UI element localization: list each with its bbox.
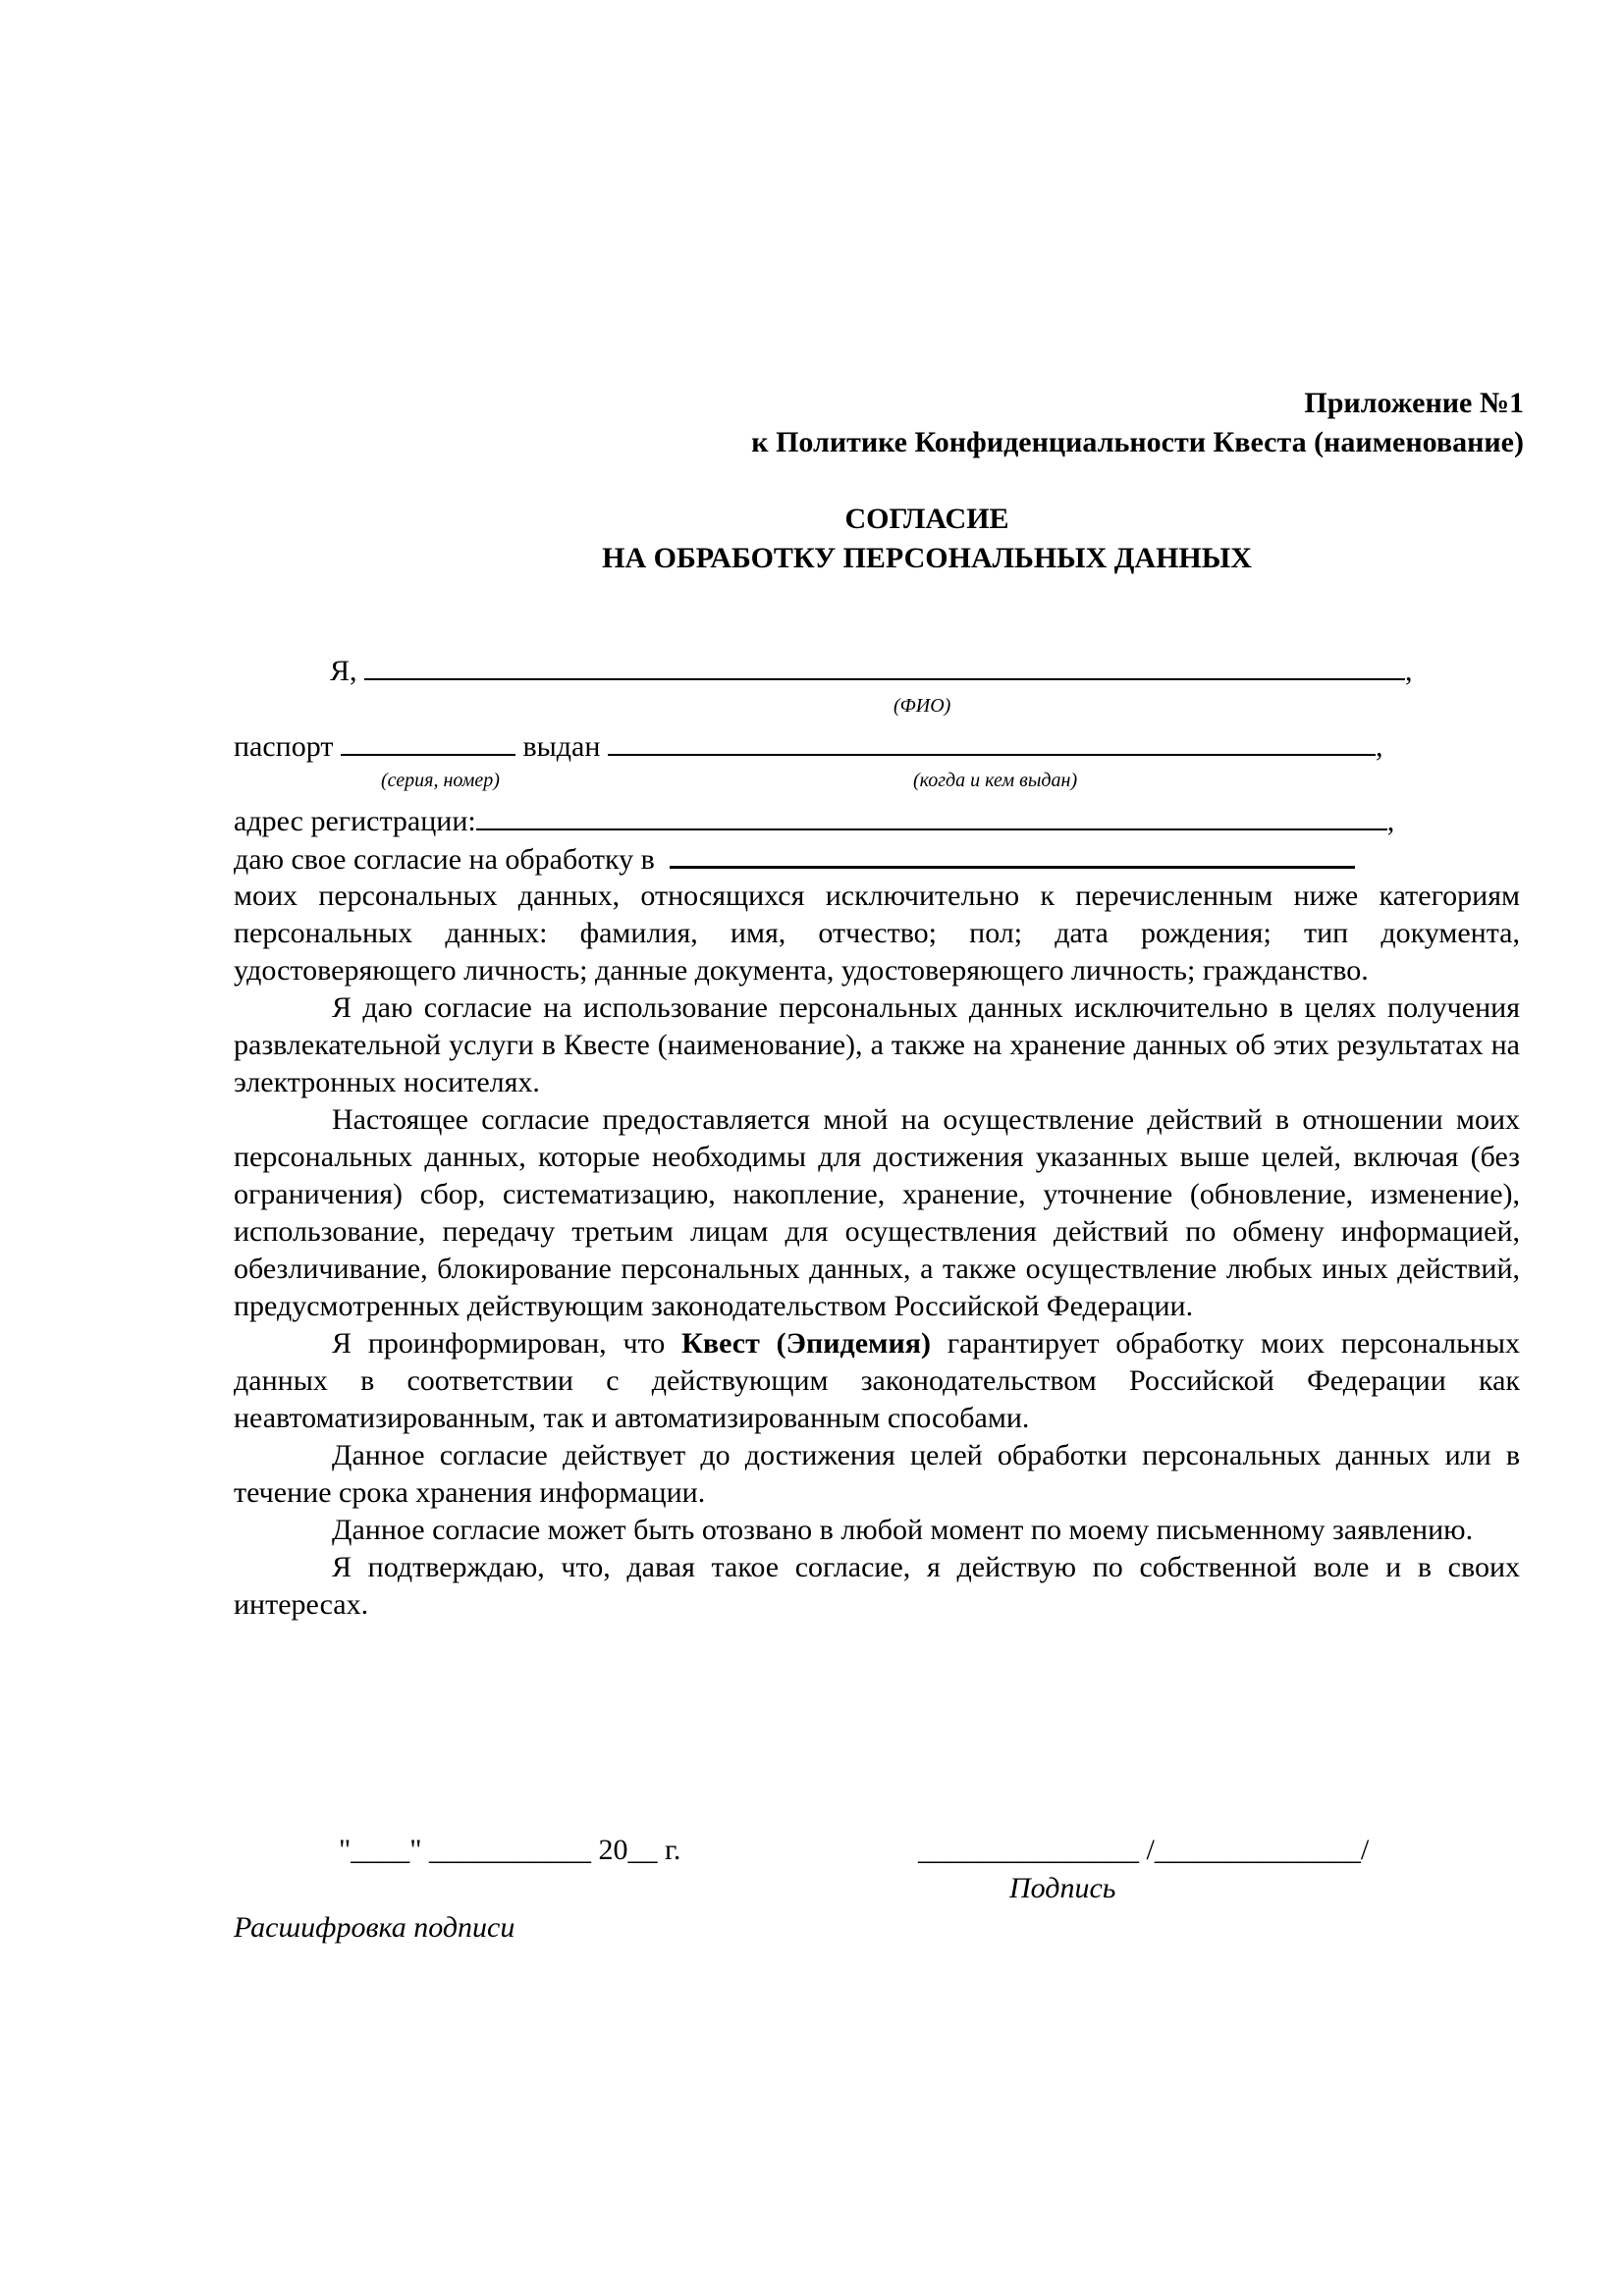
consent-body xyxy=(234,878,1520,1624)
signature-decode-caption: Расшифровка подписи xyxy=(234,1911,515,1944)
fio-row xyxy=(330,653,1413,690)
issued-label: выдан xyxy=(522,730,601,763)
informed-end: гарантирует обработку моих персональных данных в соответствии с действующим законодательством Российской Федерации как неавтоматизированным, так и автоматизированным способами. xyxy=(234,1327,1521,1434)
series-caption: (серия, номер) xyxy=(381,770,500,791)
passport-blank xyxy=(341,728,515,756)
fio-blank xyxy=(364,653,1405,680)
issued-caption: (когда и кем выдан) xyxy=(913,770,1078,791)
paragraph-confirmation: Я подтверждаю, что, давая такое согласие, я действую по собственной воле и в своих интересах. xyxy=(234,1551,1520,1621)
issued-comma: , xyxy=(1375,730,1383,763)
fio-comma: , xyxy=(1405,655,1413,687)
passport-label: паспорт xyxy=(234,730,334,763)
document-subtitle: НА ОБРАБОТКУ ПЕРСОНАЛЬНЫХ ДАННЫХ xyxy=(602,542,1252,574)
appendix-number: Приложение №1 xyxy=(1304,387,1524,419)
signature-field: _______________ /______________/ xyxy=(918,1834,1370,1866)
paragraph-validity: Данное согласие действует до достижения целей обработки персональных данных или в течение срока хранения информации. xyxy=(234,1439,1520,1509)
i-label: Я, xyxy=(330,655,357,687)
quest-name: Квест (Эпидемия) xyxy=(681,1327,931,1360)
passport-row xyxy=(234,728,1382,766)
paragraph-revocation: Данное согласие может быть отозвано в любой момент по моему письменному заявлению. xyxy=(332,1514,1474,1546)
consent-lead-row xyxy=(234,840,1355,879)
paragraph-informed xyxy=(234,1325,1520,1437)
paragraph-purpose: Я даю согласие на использование персональных данных исключительно в целях получения развлекательной услуги в Квесте (наименование), а также на хранение данных об этих результатах на электронных носителях. xyxy=(234,991,1520,1098)
consent-lead: даю свое согласие на обработку в xyxy=(234,843,655,876)
informed-start: Я проинформирован, что xyxy=(332,1327,666,1360)
issued-blank xyxy=(608,728,1376,756)
fio-caption: (ФИО) xyxy=(893,695,951,717)
paragraph-actions: Настоящее согласие предоставляется мной на осуществление действий в отношении моих персональных данных, которые необходимы для достижения указанных выше целей, включая (без ограничения) сбор, систематизацию, накопление, хранение, уточнение (обновление, изменение), использование, передачу третьим лицам для осуществления действий по обмену информацией, обезличивание, блокирование персональных данных, а также осуществление любых иных действий, предусмотренных действующим законодательством Российской Федерации. xyxy=(234,1103,1520,1322)
document-title: СОГЛАСИЕ xyxy=(844,503,1009,535)
address-blank xyxy=(476,803,1387,830)
organization-blank xyxy=(670,840,1355,869)
address-label: адрес регистрации: xyxy=(234,805,476,837)
address-row xyxy=(234,803,1394,840)
date-field: "____" ___________ 20__ г. xyxy=(339,1834,681,1866)
paragraph-categories: моих персональных данных, относящихся исключительно к перечисленным ниже категориям персональных данных: фамилия, имя, отчество; пол; дата рождения; тип документа, удостоверяющего личность; данные документа, удостоверяющего личность; гражданство. xyxy=(234,880,1520,987)
signature-caption: Подпись xyxy=(1009,1872,1116,1904)
appendix-subtitle: к Политике Конфиденциальности Квеста (наименование) xyxy=(751,426,1524,458)
address-comma: , xyxy=(1386,805,1395,837)
